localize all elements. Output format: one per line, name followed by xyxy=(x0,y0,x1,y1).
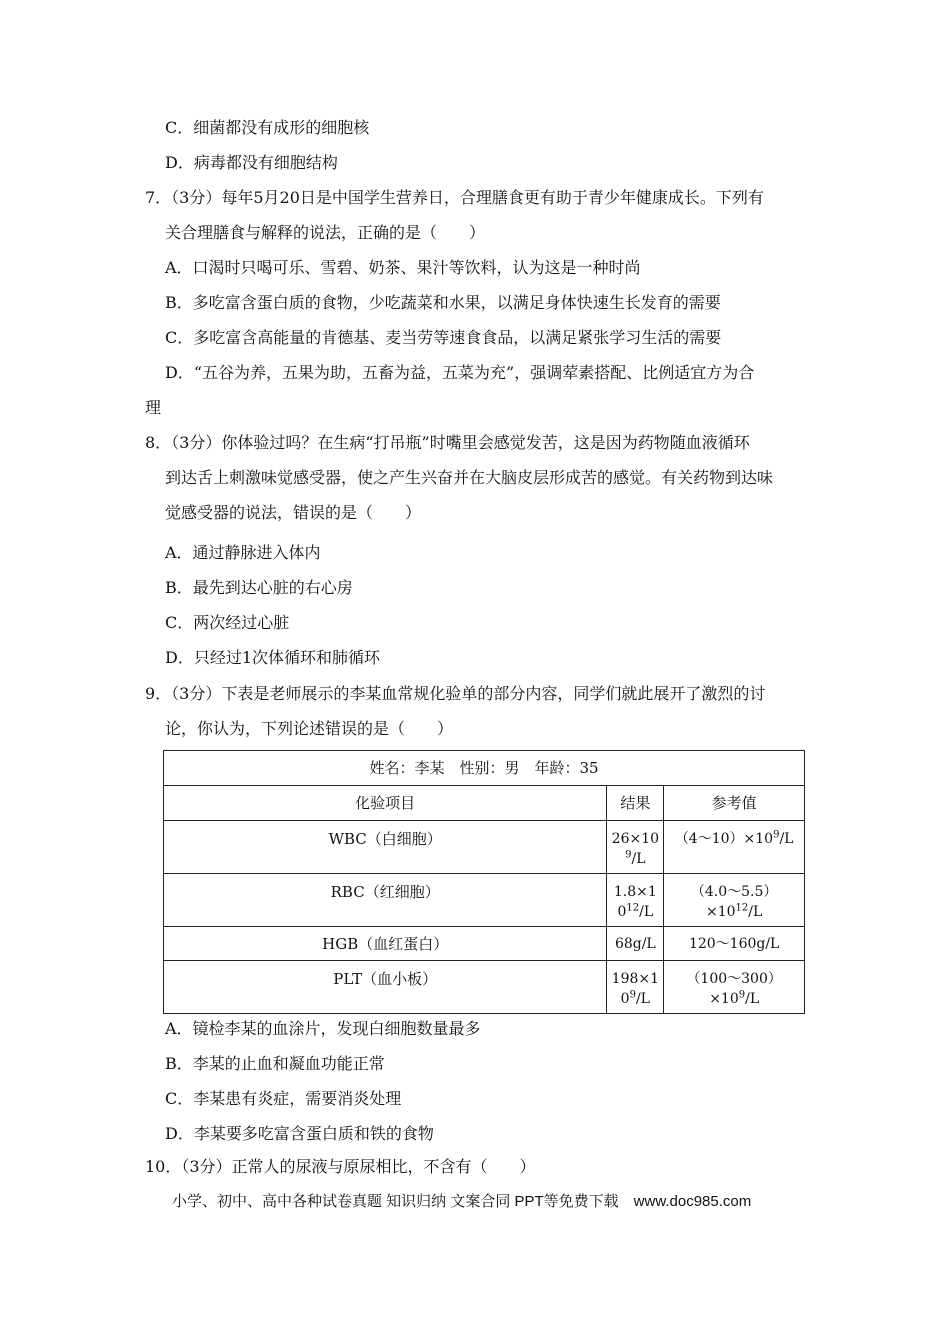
q7-stem-line2: 关合理膳食与解释的说法，正确的是（ ） xyxy=(165,223,486,242)
q7-stem-line1: 7．（3分）每年5月20日是中国学生营养日，合理膳食更有助于青少年健康成长。下列有 xyxy=(145,188,764,207)
row-result: 68g/L xyxy=(607,927,664,961)
q7-option-b: B．多吃富含蛋白质的食物，少吃蔬菜和水果，以满足身体快速生长发育的需要 xyxy=(165,293,721,312)
table-title: 姓名：李某 性别：男 年龄：35 xyxy=(164,751,805,786)
q8-option-c: C．两次经过心脏 xyxy=(165,613,290,632)
row-reference: （100～300） $\times 10^9/L$ xyxy=(664,961,805,1014)
q6-option-d: D．病毒都没有细胞结构 xyxy=(165,153,338,172)
table-row xyxy=(164,821,805,874)
footer-text: 小学、初中、高中各种试卷真题 知识归纳 文案合同 PPT等免费下载 www.doc985.com xyxy=(172,1193,752,1210)
header-item: 化验项目 xyxy=(164,786,607,821)
q10-stem-line1: 10．（3分）正常人的尿液与原尿相比，不含有（ ） xyxy=(145,1157,536,1176)
row-result: 26×10 $^9$/L xyxy=(607,821,664,874)
q9-stem-line1: 9．（3分）下表是老师展示的李某血常规化验单的部分内容，同学们就此展开了激烈的讨 xyxy=(145,684,766,703)
blood-test-table xyxy=(163,750,805,1014)
row-item: RBC（红细胞） xyxy=(330,883,440,901)
header-reference: 参考值 xyxy=(664,786,805,821)
table-row xyxy=(164,874,805,927)
q9-option-c: C．李某患有炎症，需要消炎处理 xyxy=(165,1089,402,1108)
q8-option-a: A．通过静脉进入体内 xyxy=(165,543,321,562)
q6-option-c: C．细菌都没有成形的细胞核 xyxy=(165,118,370,137)
row-item: HGB（血红蛋白） xyxy=(322,934,449,953)
q8-stem-line1: 8．（3分）你体验过吗？在生病“打吊瓶”时嘴里会感觉发苦，这是因为药物随血液循环 xyxy=(145,433,750,452)
q8-stem-line3: 觉感受器的说法，错误的是（ ） xyxy=(165,503,422,522)
q7-option-d-wrap: 理 xyxy=(145,398,162,417)
q8-stem-line2: 到达舌上刺激味觉感受器，使之产生兴奋并在大脑皮层形成苦的感觉。有关药物到达味 xyxy=(165,468,774,487)
row-item: WBC（白细胞） xyxy=(328,830,442,848)
table-row xyxy=(164,961,805,1014)
table-row xyxy=(164,927,805,961)
q8-option-d: D．只经过1次体循环和肺循环 xyxy=(165,648,381,667)
q9-option-b: B．李某的止血和凝血功能正常 xyxy=(165,1054,385,1073)
row-result: 198×1 $0^9/L$ xyxy=(607,961,664,1014)
q9-option-a: A．镜检李某的血涂片，发现白细胞数量最多 xyxy=(165,1019,481,1038)
q9-option-d: D．李某要多吃富含蛋白质和铁的食物 xyxy=(165,1124,434,1143)
q8-option-b: B．最先到达心脏的右心房 xyxy=(165,578,353,597)
q7-option-c: C．多吃富含高能量的肯德基、麦当劳等速食食品，以满足紧张学习生活的需要 xyxy=(165,328,722,347)
row-reference: 120～160g/L xyxy=(664,927,805,961)
header-result: 结果 xyxy=(607,786,664,821)
row-reference: $(4\sim 10)\times 10^9/L$ xyxy=(664,821,805,874)
q9-stem-line2: 论，你认为，下列论述错误的是（ ） xyxy=(165,719,454,738)
q7-option-a: A．口渴时只喝可乐、雪碧、奶茶、果汁等饮料，认为这是一种时尚 xyxy=(165,258,641,277)
row-reference: （4.0～5.5） $\times 10^{12}/L$ xyxy=(664,874,805,927)
row-item: PLT（血小板） xyxy=(333,970,438,988)
row-result: 1.8×1 $0^{12}/L$ xyxy=(607,874,664,927)
q7-option-d: D．“五谷为养，五果为助，五畜为益，五菜为充”，强调荤素搭配、比例适宜方为合 xyxy=(165,363,755,382)
